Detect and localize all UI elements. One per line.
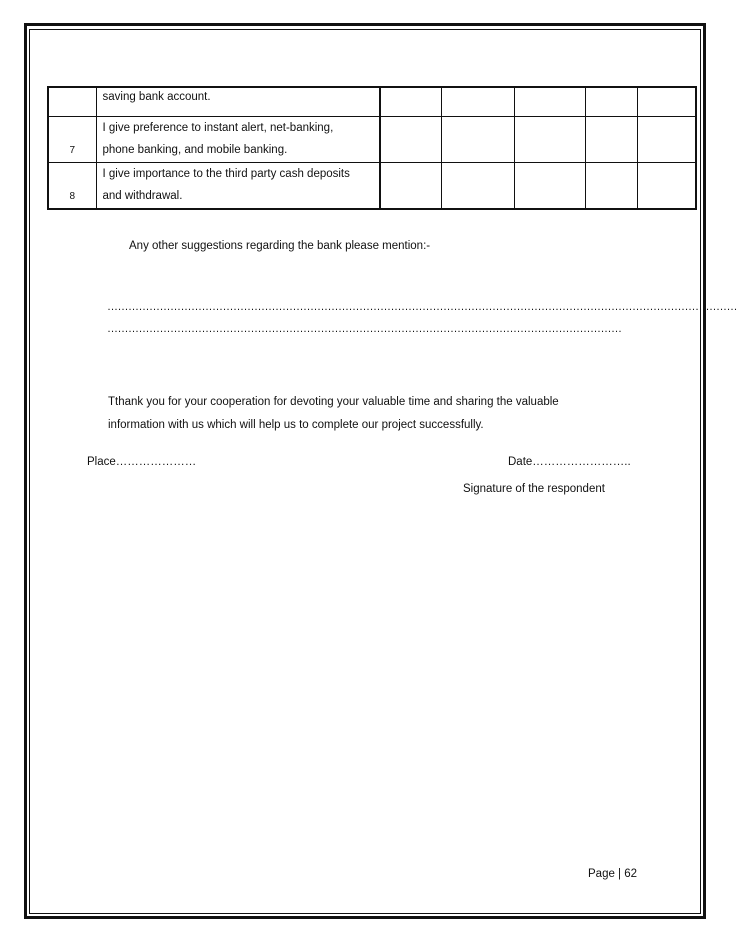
row-number-cell: 7 [48, 116, 96, 162]
row-number-cell [48, 87, 96, 116]
table-row [48, 87, 696, 116]
response-cell [441, 116, 514, 162]
response-cell [441, 162, 514, 209]
place-field: Place………………… [87, 456, 197, 468]
date-field: Date…………………….. [508, 456, 631, 468]
thank-you-line-1: Tthank you for your cooperation for devoting your valuable time and sharing the valuable [108, 396, 559, 408]
statement-cell [96, 162, 380, 209]
statement-line: saving bank account. [102, 91, 211, 103]
response-cell [380, 87, 441, 116]
table-row [48, 162, 696, 209]
response-cell [637, 162, 696, 209]
signature-label: Signature of the respondent [463, 483, 605, 495]
response-cell [441, 87, 514, 116]
statement-line: I give importance to the third party cash deposits [102, 167, 350, 180]
response-cell [514, 87, 585, 116]
response-cell [585, 116, 637, 162]
response-cell [637, 87, 696, 116]
response-cell [380, 162, 441, 209]
response-cell [585, 87, 637, 116]
response-cell [514, 162, 585, 209]
response-cell [585, 162, 637, 209]
suggestions-prompt: Any other suggestions regarding the bank please mention:- [129, 240, 431, 252]
suggestions-line-2: ………………………………………………………………………………………………………………………………… [107, 323, 622, 335]
statement-line: phone banking, and mobile banking. [102, 143, 288, 156]
response-cell [637, 116, 696, 162]
statement-line: I give preference to instant alert, net-banking, [102, 121, 334, 134]
statement-cell [96, 87, 380, 116]
suggestions-line-1: ……………………………………………………………………………………………………………………………………………………………… [107, 301, 737, 313]
statement-cell [96, 116, 380, 162]
survey-table [47, 86, 697, 210]
page-number: Page | 62 [588, 868, 638, 880]
response-cell [380, 116, 441, 162]
response-cell [514, 116, 585, 162]
thank-you-line-2: information with us which will help us to complete our project successfully. [108, 419, 484, 431]
statement-line: and withdrawal. [102, 189, 183, 202]
table-row [48, 116, 696, 162]
row-number-cell: 8 [48, 162, 96, 209]
